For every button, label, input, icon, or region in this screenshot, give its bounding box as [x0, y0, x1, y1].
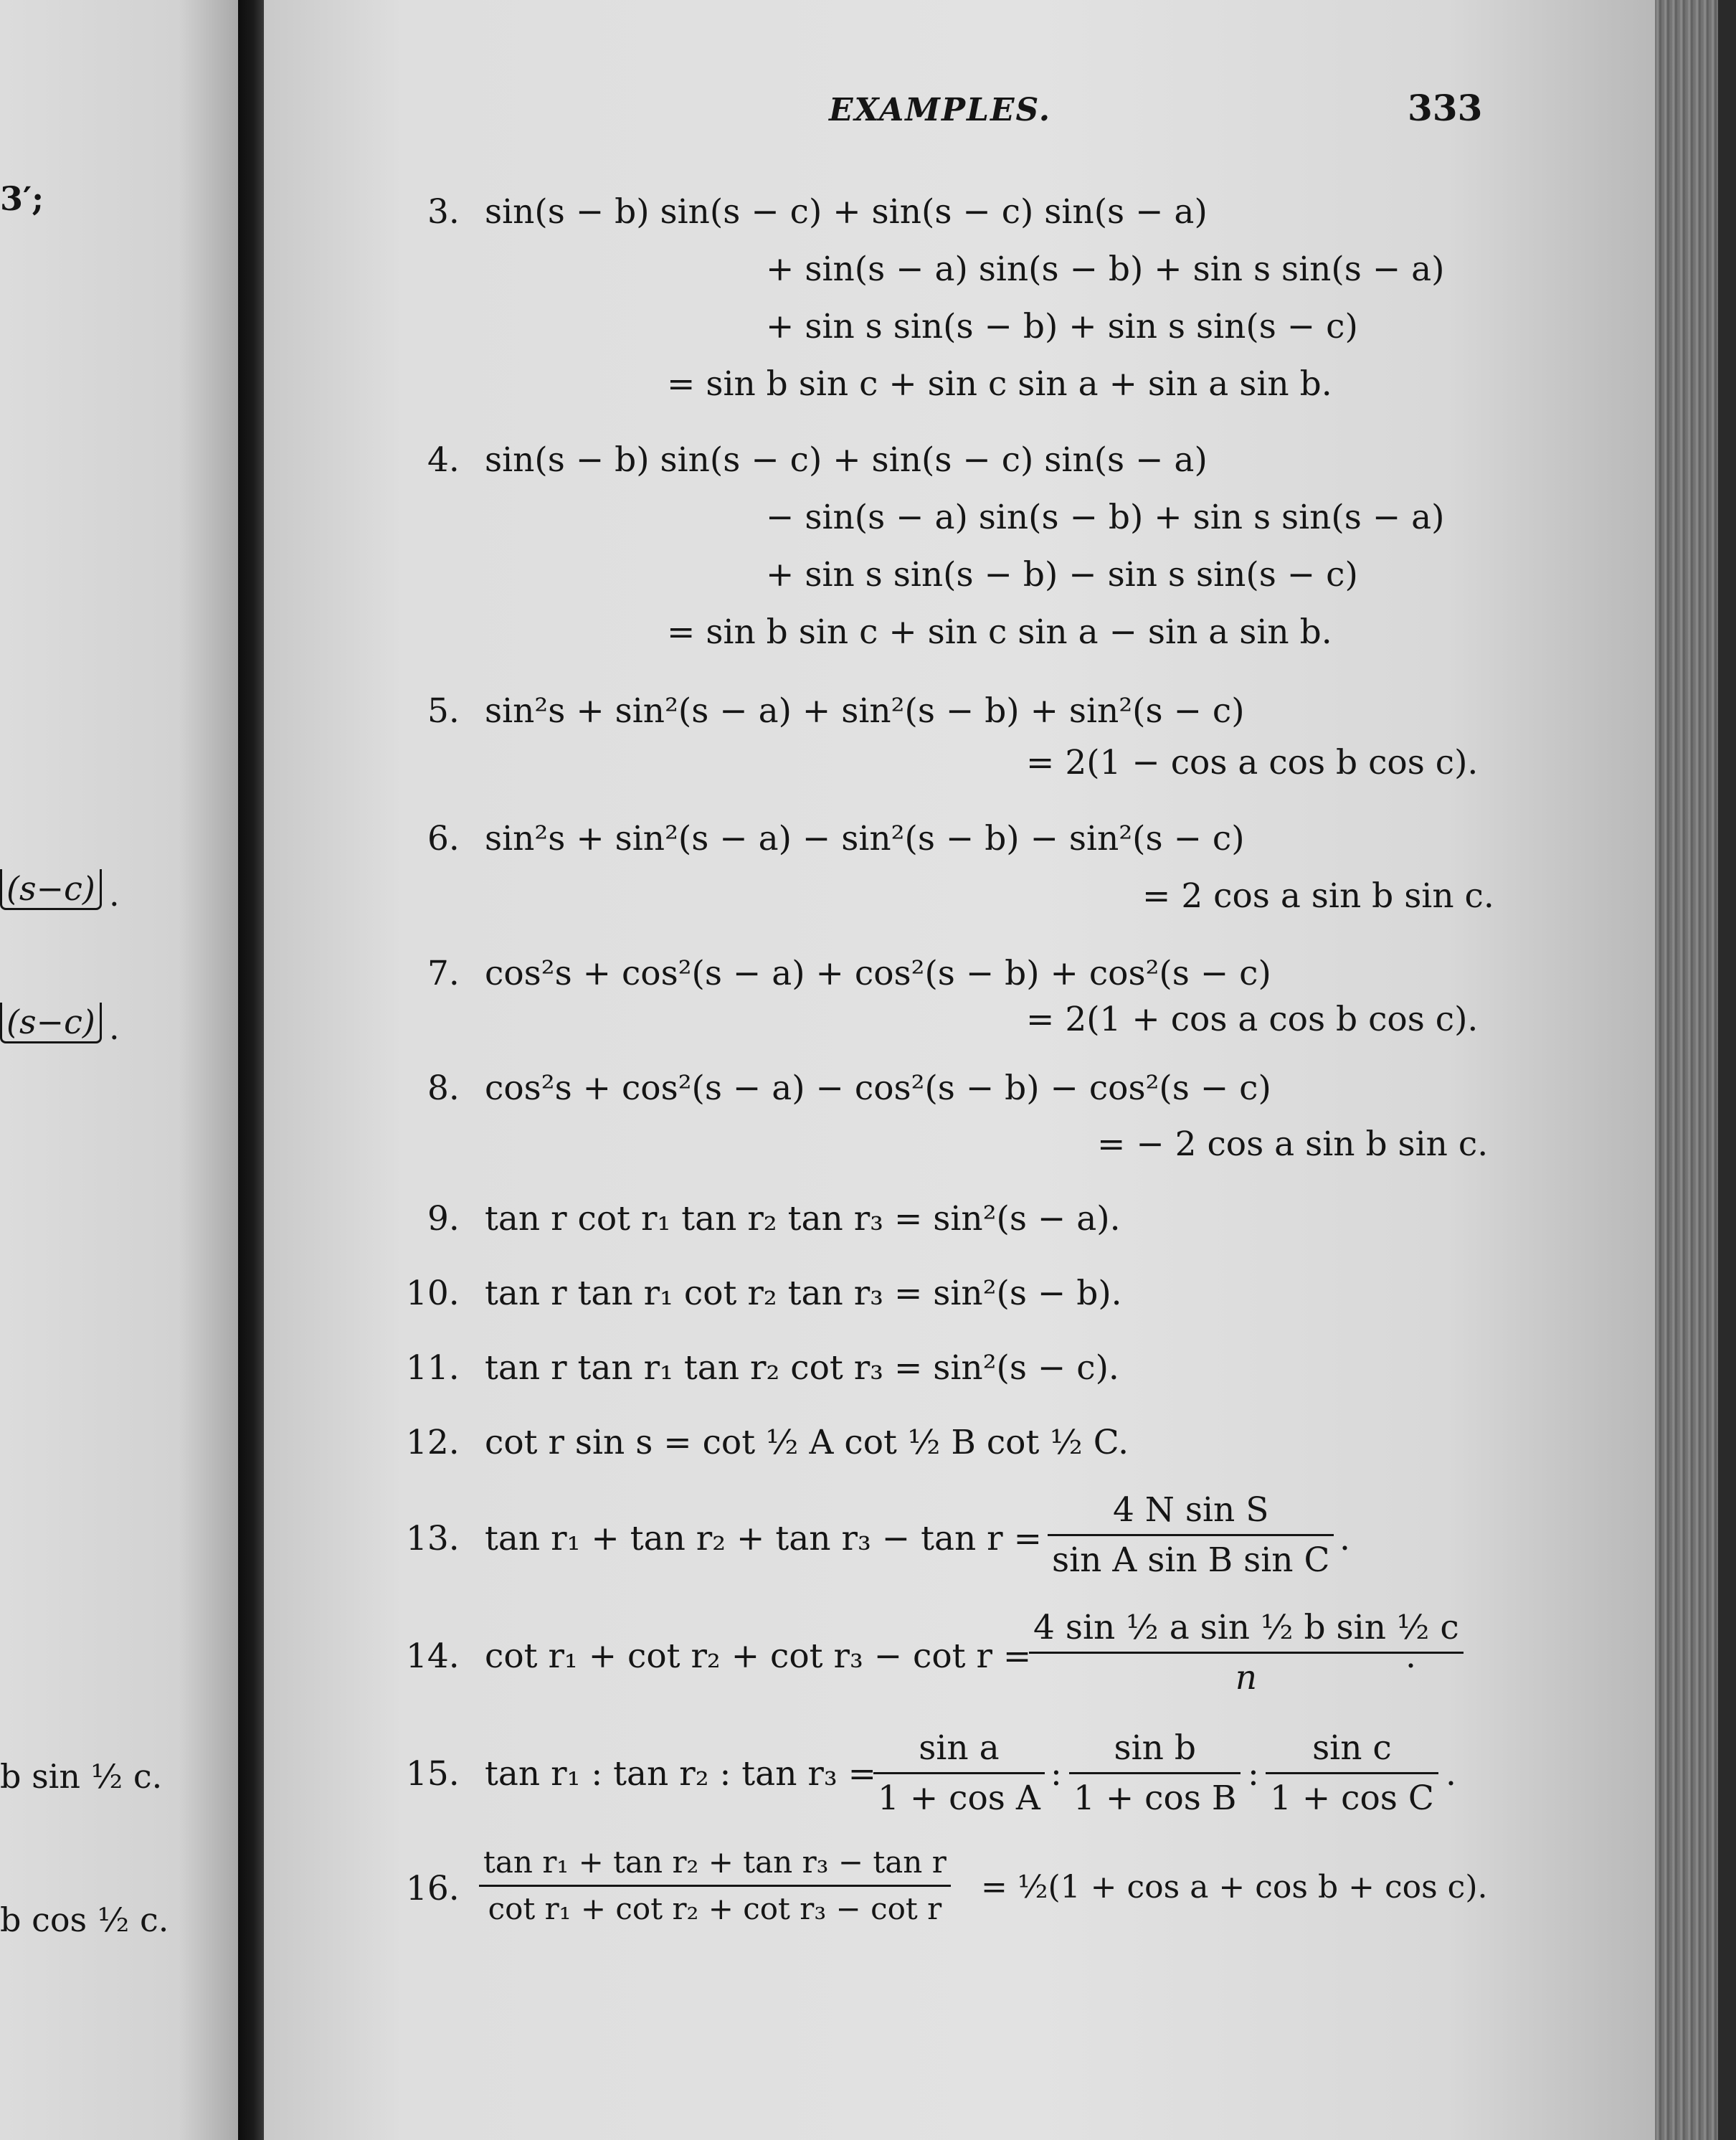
example-12-line-1: cot r sin s = cot ½ A cot ½ B cot ½ C. [485, 1423, 1129, 1462]
example-3-number: 3. [427, 192, 460, 232]
example-15-separator-2: : [1248, 1754, 1259, 1794]
example-16-fraction [479, 1847, 951, 1924]
page-stack-edge [1655, 0, 1736, 2140]
fragment-prime: 3′; [0, 179, 44, 218]
facing-page-fragment [0, 0, 238, 2140]
example-15-numerator-2: sin b [1114, 1728, 1196, 1768]
fragment-period: . [109, 875, 120, 914]
example-5-line-1: sin²s + sin²(s − a) + sin²(s − b) + sin²(s − c) [485, 691, 1245, 731]
example-3-line-2: + sin(s − a) sin(s − b) + sin s sin(s − a) [766, 250, 1445, 289]
example-12-number: 12. [406, 1423, 460, 1462]
book-gutter [238, 0, 264, 2140]
example-9-number: 9. [427, 1199, 460, 1239]
example-8-number: 8. [427, 1069, 460, 1108]
example-13-tail: . [1339, 1519, 1350, 1558]
example-15-denominator-1: 1 + cos A [878, 1779, 1040, 1818]
book-page [264, 0, 1655, 2140]
fragment-boxed-s-minus-c-2: (s−c) [0, 1003, 102, 1043]
example-14-fraction [1029, 1608, 1464, 1698]
example-14-numerator: 4 sin ½ a sin ½ b sin ½ c [1033, 1608, 1459, 1647]
running-header: EXAMPLES. [829, 92, 1052, 128]
example-4-line-1: sin(s − b) sin(s − c) + sin(s − c) sin(s − a) [485, 440, 1208, 480]
example-13-lhs: tan r₁ + tan r₂ + tan r₃ − tan r = [485, 1519, 1042, 1558]
example-3-line-3: + sin s sin(s − b) + sin s sin(s − c) [766, 307, 1358, 346]
example-7-number: 7. [427, 954, 460, 993]
fragment-b-sin-half-c: b sin ½ c. [0, 1757, 163, 1796]
example-3-line-1: sin(s − b) sin(s − c) + sin(s − c) sin(s − a) [485, 192, 1208, 232]
example-7-line-1: cos²s + cos²(s − a) + cos²(s − b) + cos²(s − c) [485, 954, 1271, 993]
example-16-numerator: tan r₁ + tan r₂ + tan r₃ − tan r [483, 1845, 947, 1880]
example-3-line-4: = sin b sin c + sin c sin a + sin a sin b. [667, 364, 1332, 404]
example-14-number: 14. [406, 1637, 460, 1676]
example-15-denominator-3: 1 + cos C [1270, 1779, 1434, 1818]
page-number: 333 [1408, 87, 1483, 129]
example-6-line-2: = 2 cos a sin b sin c. [1142, 876, 1494, 916]
example-9-line-1: tan r cot r₁ tan r₂ tan r₃ = sin²(s − a). [485, 1199, 1121, 1239]
example-8-line-1: cos²s + cos²(s − a) − cos²(s − b) − cos²(s − c) [485, 1069, 1271, 1108]
example-14-lhs: cot r₁ + cot r₂ + cot r₃ − cot r = [485, 1637, 1032, 1676]
example-10-number: 10. [406, 1274, 460, 1313]
example-4-number: 4. [427, 440, 460, 480]
example-15-fraction-3 [1266, 1728, 1438, 1818]
example-15-lhs: tan r₁ : tan r₂ : tan r₃ = [485, 1754, 877, 1794]
example-15-tail: . [1446, 1754, 1456, 1794]
example-7-line-2: = 2(1 + cos a cos b cos c). [1026, 1000, 1479, 1039]
example-14-tail: . [1405, 1637, 1416, 1676]
example-15-number: 15. [406, 1754, 460, 1794]
example-4-line-2: − sin(s − a) sin(s − b) + sin s sin(s − a) [766, 498, 1445, 537]
example-11-number: 11. [406, 1348, 460, 1388]
fragment-boxed-s-minus-c: (s−c) [0, 869, 102, 910]
example-15-separator-1: : [1050, 1754, 1062, 1794]
example-5-number: 5. [427, 691, 460, 731]
example-4-line-4: = sin b sin c + sin c sin a − sin a sin b. [667, 612, 1332, 652]
example-13-number: 13. [406, 1519, 460, 1558]
example-5-line-2: = 2(1 − cos a cos b cos c). [1026, 743, 1479, 782]
example-15-fraction-1 [873, 1728, 1045, 1818]
example-6-line-1: sin²s + sin²(s − a) − sin²(s − b) − sin²(s − c) [485, 819, 1245, 858]
fragment-b-cos-half-c: b cos ½ c. [0, 1900, 169, 1939]
fragment-period-2: . [109, 1008, 120, 1047]
example-16-rhs: = ½(1 + cos a + cos b + cos c). [981, 1869, 1488, 1905]
example-15-denominator-2: 1 + cos B [1073, 1779, 1237, 1818]
example-8-line-2: = − 2 cos a sin b sin c. [1097, 1125, 1489, 1164]
example-10-line-1: tan r tan r₁ cot r₂ tan r₃ = sin²(s − b). [485, 1274, 1122, 1313]
example-11-line-1: tan r tan r₁ tan r₂ cot r₃ = sin²(s − c). [485, 1348, 1119, 1388]
example-4-line-3: + sin s sin(s − b) − sin s sin(s − c) [766, 555, 1358, 595]
example-16-denominator: cot r₁ + cot r₂ + cot r₃ − cot r [488, 1891, 942, 1926]
example-16-number: 16. [406, 1869, 460, 1908]
example-15-numerator-1: sin a [919, 1728, 1000, 1768]
example-14-denominator: n [1235, 1658, 1257, 1698]
example-15-numerator-3: sin c [1312, 1728, 1392, 1768]
example-13-fraction [1048, 1490, 1334, 1580]
example-6-number: 6. [427, 819, 460, 858]
example-13-numerator: 4 N sin S [1112, 1490, 1269, 1530]
example-15-fraction-2 [1069, 1728, 1241, 1818]
example-13-denominator: sin A sin B sin C [1052, 1540, 1330, 1580]
